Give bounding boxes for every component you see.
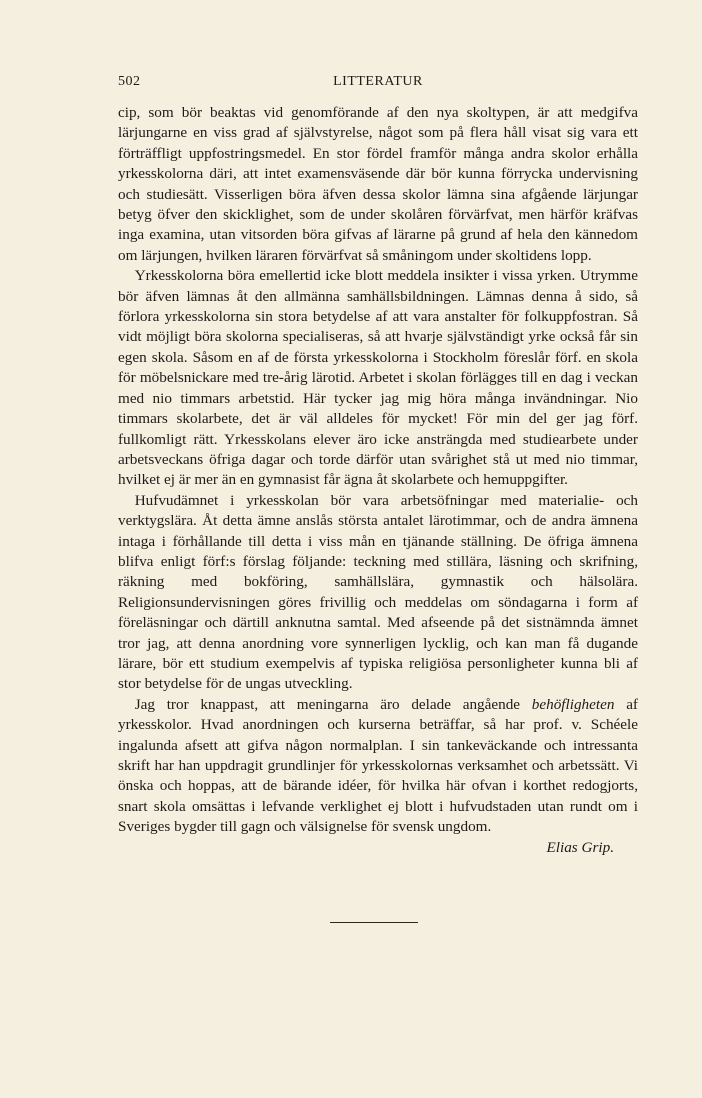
body-text	[118, 103, 638, 858]
paragraph-3: Hufvudämnet i yrkesskolan bör vara arbetsöfningar med materialie- och verktygslära. Åt detta ämne anslås största antalet lärotimmar, och de andra ämnena intaga i förhållande till detta i viss mån en tjänande ställning. De öfriga ämnena blifva enligt förf:s förslag följande: teckning med stillära, läsning och skrifning, räkning med bokföring, samhällslära, gymnastik och hälsolära. Religionsundervisningen göres frivillig och meddelas om söndagarna i form af föreläsningar och därtill anknutna samtal. Med afseende på det sistnämnda ämnet tror jag, att denna anordning vore synnerligen lycklig, och kan man få dugande lärare, bör ett studium exempelvis af typiska religiösa personligheter kunna bli af stor betydelse för de ungas utveckling.	[118, 491, 638, 693]
section-divider	[330, 922, 418, 923]
author-signature: Elias Grip.	[546, 838, 614, 856]
emphasis-behofligheten: behöfligheten	[531, 695, 615, 713]
running-head: LITTERATUR	[333, 74, 423, 89]
paragraph-4	[118, 695, 638, 838]
paragraph-4-text-start: Jag tror knappast, att meningarna äro delade angående	[134, 695, 532, 713]
paragraph-2: Yrkesskolorna böra emellertid icke blott meddela insikter i vissa yrken. Utrymme bör äfven lämnas åt den allmänna samhällsbildningen. Lämnas denna å sido, så förlora yrkesskolorna sin stora betydelse af att vara anstalter för folkuppfostran. Så vidt möjligt böra skolorna specialiseras, så att hvarje självständigt yrke också får sin egen skola. Såsom en af de första yrkesskolorna i Stockholm föreslår förf. en skola för möbelsnickare med tre-årig lärotid. Arbetet i skolan förlägges till en dag i veckan med nio timmars arbetstid. Här tycker jag mig höra många invändningar. Nio timmars skolarbete, det är väl alldeles för mycket! För min del ger jag förf. fullkomligt rätt. Yrkesskolans elever äro icke ansträngda med studiearbete under arbetsveckans öfriga dagar och torde därför utan svårighet stå ut med nio timmar, hvilket ej är mer än en gymnasist får ägna åt skolarbete och hemuppgifter.	[118, 267, 638, 489]
paragraph-1: cip, som bör beaktas vid genomförande af den nya skoltypen, är att medgifva lärjungarne en viss grad af självstyrelse, något som på flera håll visat sig vara ett förträffligt uppfostringsmedel. En stor fördel framför många andra skolor erhålla yrkesskolorna däri, att intet examensväsende där bör kunna förrycka undervisning och studiesätt. Visserligen böra äfven dessa skolor lämna sina afgående lärjungar betyg öfver den skicklighet, som de under skolåren förvärfvat, men härför kräfvas inga examina, utan vitsorden böra gifvas af lärarne på grund af hela den kännedom om lärjungen, hvilken läraren förvärfvat så småningom under skoltidens lopp.	[118, 104, 638, 264]
page-number: 502	[118, 74, 141, 89]
page-header	[118, 74, 638, 94]
paragraph-4-text-end: af yrkesskolor. Hvad anordningen och kurserna beträffar, så har prof. v. Schéele ingalunda afsett att gifva någon normalplan. I sin tankeväckande och intressanta skrift har han uppdragit grundlinjer för yrkesskolornas verksamhet och arbetssätt. Vi önska och hoppas, att de bärande idéer, för hvilka här ofvan i korthet redogjorts, snart skola omsättas i lefvande verklighet ej blott i hufvudstaden utan rundt om i Sveriges bygder till gagn och välsignelse för svensk ungdom.	[118, 695, 638, 836]
